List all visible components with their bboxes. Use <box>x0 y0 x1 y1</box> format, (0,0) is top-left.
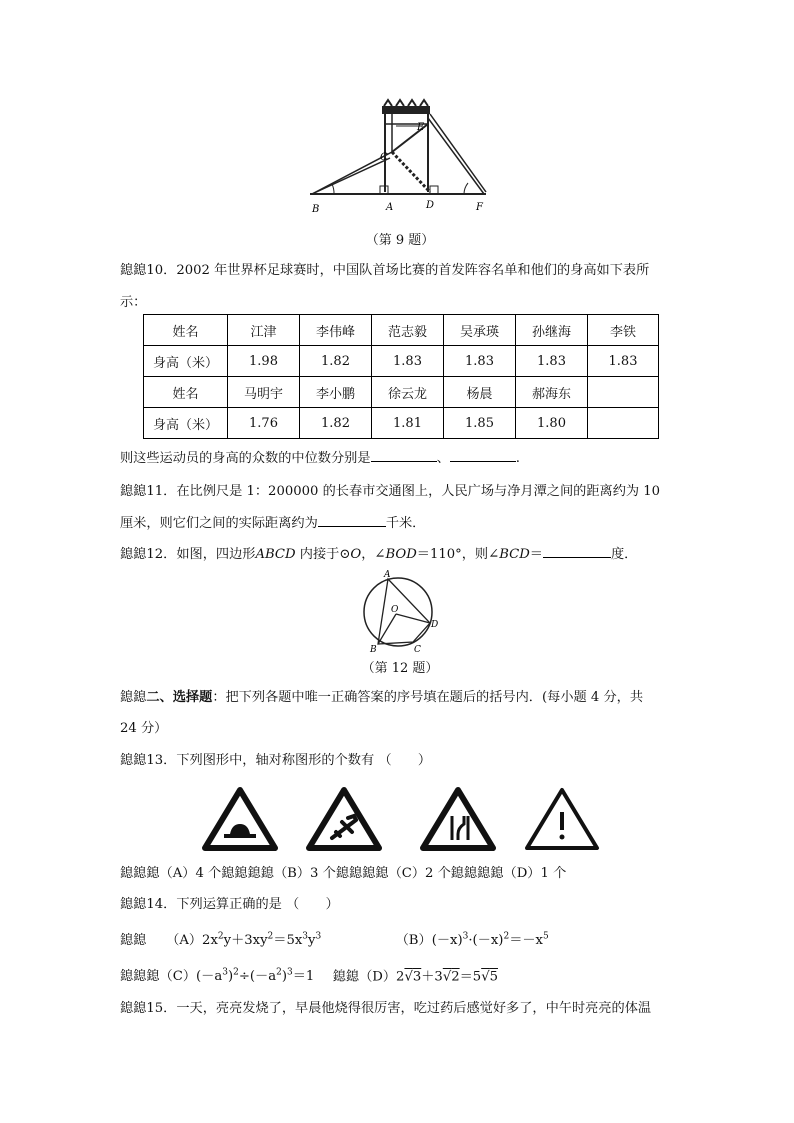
radicand: 5 <box>489 969 498 985</box>
q14-option-a: 鎴鎴 $(A)2x^2y+3xy^2=5x^3y^3$ <box>120 932 322 949</box>
q12-o: O <box>350 547 362 562</box>
q12-bcd: BCD <box>499 547 530 562</box>
table-cell: 1.81 <box>372 408 444 439</box>
table-row <box>144 346 659 377</box>
answer-blank[interactable] <box>371 461 437 462</box>
question-10-line-1: 鎴鎴10．2002 年世界杯足球赛时，中国队首场比赛的首发阵容名单和他们的身高如下表所 <box>120 263 650 278</box>
question-15-line-1: 鎴鎴15．一天，亮亮发烧了，早晨他烧得很厉害，吃过药后感觉好多了，中午时亮亮的体温 <box>120 1001 652 1016</box>
fig12-label-b: B <box>370 645 377 655</box>
q12-bod: BOD <box>385 547 417 562</box>
figure-12-caption: （第 12 题） <box>361 661 439 676</box>
table-cell: 范志毅 <box>372 315 444 346</box>
road-narrows-sign-icon <box>423 790 493 848</box>
q12-text-f: 度． <box>610 547 638 562</box>
q10-separator: 、 <box>436 451 450 466</box>
table-cell: 1.98 <box>228 346 300 377</box>
traffic-signs-row <box>200 786 610 852</box>
table-row <box>144 377 659 408</box>
q14-b-text: （B）(－x) <box>395 933 463 949</box>
question-14-stem: 鎴鎴14．下列运算正确的是 （ ） <box>120 897 339 912</box>
q14-b-sup: 5 <box>543 932 549 942</box>
q14-a-sup: 2 <box>217 932 224 942</box>
question-10-answer-line <box>120 450 520 468</box>
q14-a-sup: 2 <box>267 932 274 942</box>
table-cell: 孙继海 <box>516 315 588 346</box>
bridge-hump-sign-icon <box>205 790 275 848</box>
table-cell: 姓名 <box>144 315 228 346</box>
section-2-instructions: ：把下列各题中唯一正确答案的序号填在题后的括号内．(每小题 4 分，共 <box>212 690 644 705</box>
fig12-label-d: D <box>431 620 439 630</box>
q14-option-b <box>396 933 549 948</box>
table-cell: 1.83 <box>516 346 588 377</box>
q11-text-b: 千米． <box>385 516 426 531</box>
q14-c-sup: 2 <box>233 968 239 978</box>
table-cell: 身高（米） <box>144 346 228 377</box>
q14-b-text: ＝－x <box>509 933 543 949</box>
q14-c-sup: 3 <box>287 968 293 978</box>
q14-option-d <box>333 969 498 984</box>
exclamation-sign-icon <box>527 790 597 848</box>
answer-blank[interactable] <box>543 557 611 558</box>
q14-b-sup: 3 <box>462 932 469 942</box>
section-2-title: 二、选择题 <box>146 690 213 705</box>
table-cell: 江津 <box>228 315 300 346</box>
table-cell: 1.83 <box>444 346 516 377</box>
q14-d-text: ＝5 <box>459 969 482 985</box>
q14-d-text: ＋3 <box>421 969 443 985</box>
radicand: 3 <box>412 969 422 985</box>
table-cell: 1.85 <box>444 408 516 439</box>
question-11-line-2 <box>120 515 425 533</box>
fig9-label-b: B <box>312 204 320 215</box>
q10-answer-text: 则这些运动员的身高的众数的中位数分别是 <box>120 451 371 466</box>
q12-abcd: ABCD <box>255 547 296 562</box>
q14-c-sup: 3 <box>222 968 228 978</box>
table-cell <box>588 377 659 408</box>
question-11-line-1: 鎴鎴11．在比例尺是 1：200000 的长春市交通图上，人民广场与净月潭之间的距离约为 10 <box>120 484 661 499</box>
height-table <box>143 314 659 439</box>
q12-text-b: 内接于⊙ <box>295 547 351 562</box>
table-cell: 李铁 <box>588 315 659 346</box>
radicand: 2 <box>451 969 460 985</box>
airplane-sign-icon <box>309 790 379 848</box>
fig9-label-a: A <box>386 202 394 213</box>
answer-blank[interactable] <box>318 526 386 527</box>
q12-text-e: ＝ <box>529 547 543 562</box>
table-cell: 1.82 <box>300 408 372 439</box>
fig9-label-e: E <box>417 122 425 133</box>
table-cell: 郝海东 <box>516 377 588 408</box>
table-cell <box>588 408 659 439</box>
q12-text-d: ＝110°，则∠ <box>416 547 500 562</box>
answer-blank[interactable] <box>450 461 516 462</box>
question-12-line <box>120 546 637 564</box>
question-13-stem: 鎴鎴13．下列图形中，轴对称图形的个数有 （ ） <box>120 753 432 768</box>
q14-a-text: ＝5x <box>273 933 303 949</box>
table-cell: 1.82 <box>300 346 372 377</box>
q14-b-sup: 2 <box>503 932 510 942</box>
table-cell: 姓名 <box>144 377 228 408</box>
q12-text-c: ，∠ <box>361 547 386 562</box>
q14-a-sup: 3 <box>302 932 309 942</box>
table-cell: 李伟峰 <box>300 315 372 346</box>
table-cell: 1.80 <box>516 408 588 439</box>
q14-a-sup: 3 <box>315 932 322 942</box>
fig9-label-f: F <box>476 202 483 213</box>
table-cell: 马明宇 <box>228 377 300 408</box>
fig9-label-c: C <box>380 152 388 163</box>
question-14-options-cd <box>120 964 498 986</box>
table-cell: 吴承瑛 <box>444 315 516 346</box>
table-cell: 身高（米） <box>144 408 228 439</box>
figure-12-circle-diagram <box>358 566 440 656</box>
table-row <box>144 408 659 439</box>
q11-text-a: 厘米，则它们之间的实际距离约为 <box>120 516 318 531</box>
q10-end: . <box>515 451 520 466</box>
q14-option-c: 鎴鎴鎴$(C)(-a^3)^2\div(-a^2)^3=1$ <box>120 968 315 985</box>
table-cell: 1.83 <box>588 346 659 377</box>
section-2-prefix: 鎴鎴 <box>120 690 147 705</box>
figure-9-caption: （第 9 题） <box>365 233 435 248</box>
q14-a-text: 鎴鎴 （A）2x <box>120 933 218 949</box>
table-cell: 1.83 <box>372 346 444 377</box>
question-14-options-ab <box>120 928 549 950</box>
q14-c-text: ÷(－a <box>238 969 277 985</box>
fig9-label-d: D <box>426 200 435 211</box>
q14-c-text: ＝1 <box>292 969 315 985</box>
sqrt-5: √5 <box>481 969 498 985</box>
question-13-options: 鎴鎴鎴（A）4 个鎴鎴鎴鎴（B）3 个鎴鎴鎴鎴（C）2 个鎴鎴鎴鎴（D）1 个 <box>120 866 567 881</box>
question-10-line-2: 示： <box>120 295 147 310</box>
q14-b-text: ·(－x) <box>468 933 504 949</box>
section-2-line-1 <box>120 689 643 707</box>
table-cell: 1.76 <box>228 408 300 439</box>
sqrt-2: √2 <box>442 969 460 985</box>
table-cell: 徐云龙 <box>372 377 444 408</box>
fig12-label-a: A <box>384 570 391 580</box>
table-row <box>144 315 659 346</box>
q14-d-text: 鎴鎴（D）2 <box>332 969 405 985</box>
q14-c-text: ) <box>227 969 234 985</box>
figure-9-diagram <box>300 96 500 222</box>
sqrt-3: √3 <box>404 969 422 985</box>
section-2-line-2: 24 分） <box>120 721 168 736</box>
fig12-label-c: C <box>414 645 421 655</box>
q14-c-text: 鎴鎴鎴（C）(－a <box>120 969 223 985</box>
q12-text-a: 鎴鎴12．如图，四边形 <box>120 547 256 562</box>
table-cell: 杨晨 <box>444 377 516 408</box>
fig12-label-o: O <box>391 605 399 615</box>
q14-c-sup: 2 <box>276 968 282 978</box>
q14-a-text: y＋3xy <box>223 933 268 949</box>
table-cell: 李小鹏 <box>300 377 372 408</box>
